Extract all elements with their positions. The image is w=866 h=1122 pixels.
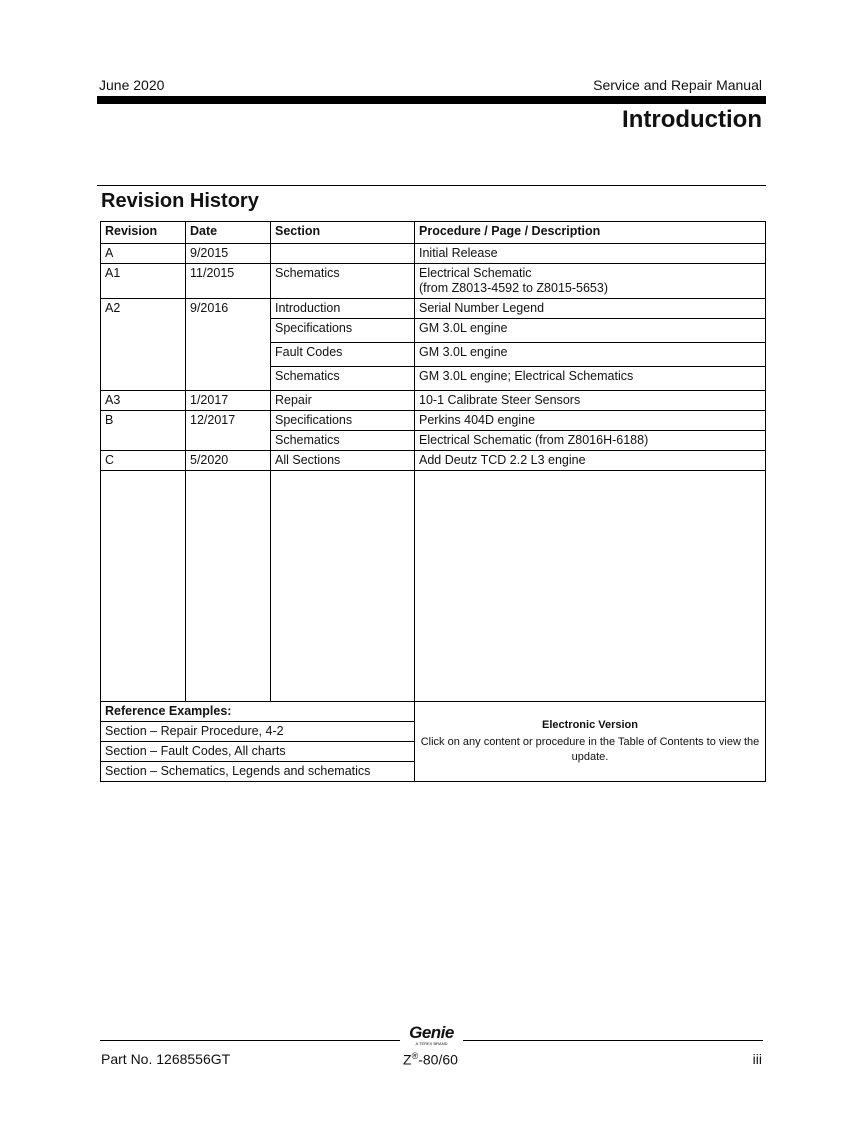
cell-revision: A1 <box>101 264 186 299</box>
cell-description[interactable]: 10-1 Calibrate Steer Sensors <box>415 391 766 411</box>
blank-cell <box>101 471 186 702</box>
logo-wordmark: Genie <box>409 1023 454 1042</box>
footer-page-number: iii <box>752 1051 762 1067</box>
cell-description[interactable]: GM 3.0L engine <box>415 319 766 343</box>
electronic-version-text: Click on any content or procedure in the Table of Contents to view the update. <box>420 736 760 763</box>
electronic-version-note <box>415 702 766 782</box>
cell-description[interactable]: GM 3.0L engine; Electrical Schematics <box>415 367 766 391</box>
reference-example: Section – Fault Codes, All charts <box>101 742 415 762</box>
cell-section: Introduction <box>271 299 415 319</box>
section-rule <box>97 185 766 186</box>
cell-section: Fault Codes <box>271 343 415 367</box>
cell-section <box>271 244 415 264</box>
cell-section: Schematics <box>271 367 415 391</box>
blank-row <box>101 471 766 702</box>
table-row <box>101 451 766 471</box>
blank-cell <box>186 471 271 702</box>
cell-description[interactable]: Initial Release <box>415 244 766 264</box>
logo-tagline: A TEREX BRAND <box>415 1041 448 1046</box>
electronic-version-title: Electronic Version <box>542 719 638 731</box>
reference-example: Section – Repair Procedure, 4-2 <box>101 722 415 742</box>
header-date: June 2020 <box>99 77 165 93</box>
genie-logo <box>403 1024 460 1046</box>
col-header-date: Date <box>186 222 271 244</box>
header-bar <box>97 96 766 104</box>
cell-section: Specifications <box>271 319 415 343</box>
cell-section: Schematics <box>271 431 415 451</box>
model-suffix: -80/60 <box>418 1051 458 1068</box>
cell-section: Repair <box>271 391 415 411</box>
description-line: Electrical Schematic <box>419 266 532 280</box>
cell-description[interactable] <box>415 264 766 299</box>
description-line: (from Z8013-4592 to Z8015-5653) <box>419 281 608 295</box>
table-row <box>101 264 766 299</box>
cell-description[interactable]: Serial Number Legend <box>415 299 766 319</box>
registered-mark: ® <box>411 1051 419 1061</box>
blank-cell <box>415 471 766 702</box>
cell-date: 9/2015 <box>186 244 271 264</box>
footer-part-number: Part No. 1268556GT <box>101 1051 231 1067</box>
cell-description[interactable]: Perkins 404D engine <box>415 411 766 431</box>
table-row <box>101 244 766 264</box>
table-row <box>101 299 766 319</box>
cell-date: 1/2017 <box>186 391 271 411</box>
col-header-section: Section <box>271 222 415 244</box>
reference-row <box>101 702 766 722</box>
reference-example: Section – Schematics, Legends and schematics <box>101 762 415 782</box>
cell-date: 9/2016 <box>186 299 271 391</box>
revision-table <box>100 221 766 782</box>
cell-section: Schematics <box>271 264 415 299</box>
cell-revision: A <box>101 244 186 264</box>
cell-description[interactable]: Electrical Schematic (from Z8016H-6188) <box>415 431 766 451</box>
table-row <box>101 411 766 431</box>
cell-section: Specifications <box>271 411 415 431</box>
footer-rule-left <box>100 1040 400 1041</box>
col-header-description: Procedure / Page / Description <box>415 222 766 244</box>
cell-revision: A2 <box>101 299 186 391</box>
cell-section: All Sections <box>271 451 415 471</box>
cell-date: 11/2015 <box>186 264 271 299</box>
cell-revision: A3 <box>101 391 186 411</box>
table-row <box>101 391 766 411</box>
model-prefix: Z <box>403 1051 412 1068</box>
page-title: Introduction <box>622 106 762 133</box>
section-title: Revision History <box>101 190 259 212</box>
cell-description[interactable]: Add Deutz TCD 2.2 L3 engine <box>415 451 766 471</box>
reference-heading: Reference Examples: <box>101 702 415 722</box>
table-header-row <box>101 222 766 244</box>
cell-date: 12/2017 <box>186 411 271 451</box>
cell-revision: B <box>101 411 186 451</box>
footer-rule-right <box>463 1040 763 1041</box>
blank-cell <box>271 471 415 702</box>
cell-revision: C <box>101 451 186 471</box>
col-header-revision: Revision <box>101 222 186 244</box>
cell-date: 5/2020 <box>186 451 271 471</box>
header-manual-title: Service and Repair Manual <box>593 77 762 93</box>
footer-model <box>403 1051 458 1068</box>
cell-description[interactable]: GM 3.0L engine <box>415 343 766 367</box>
